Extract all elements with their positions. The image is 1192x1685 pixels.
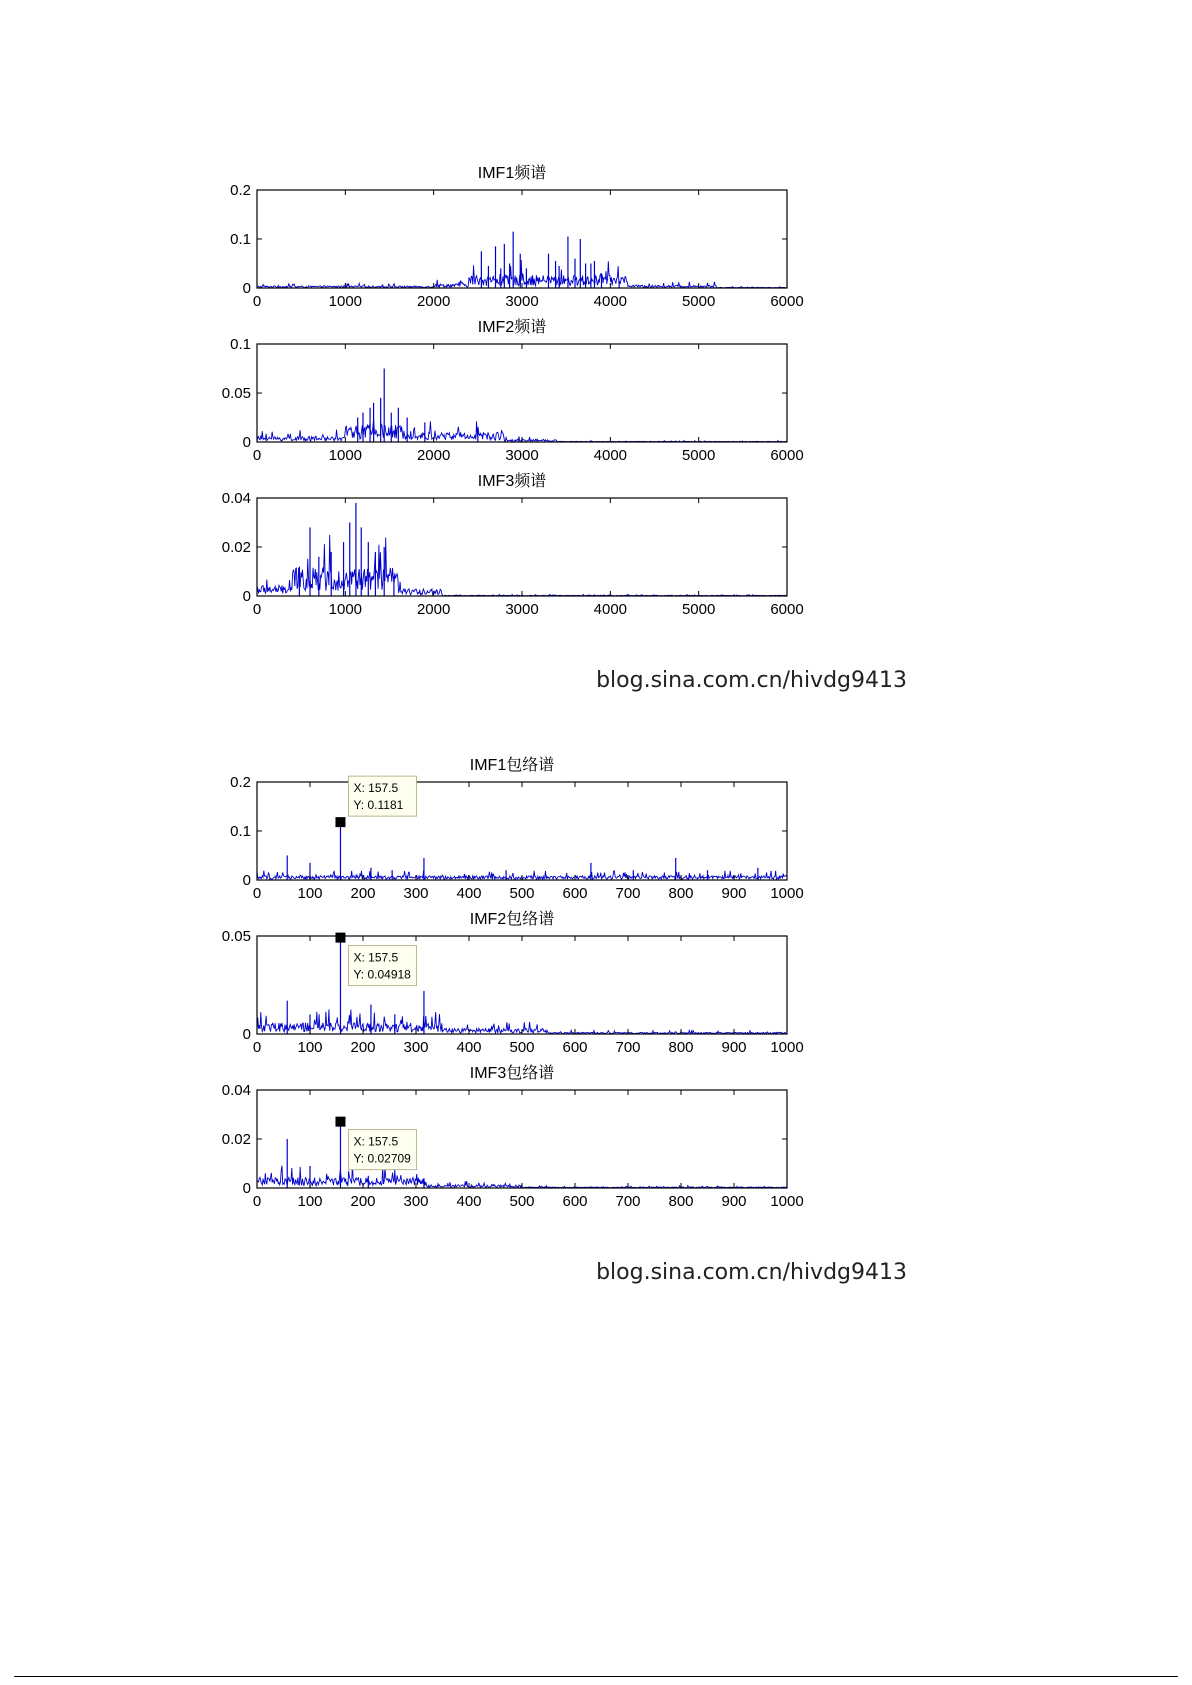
y-tick-label: 0 (242, 434, 251, 451)
x-tick-label: 500 (509, 885, 535, 902)
footer-rule (14, 1676, 1178, 1677)
x-tick-label: 1000 (770, 885, 804, 902)
x-tick-label: 1000 (328, 601, 363, 618)
x-tick-label: 400 (456, 1039, 482, 1056)
x-tick-label: 700 (615, 1039, 641, 1056)
chart-title: IMF1包络谱 (469, 757, 555, 774)
x-tick-label: 400 (456, 1193, 482, 1210)
x-tick-label: 3000 (505, 601, 539, 618)
y-tick-label: 0.05 (221, 385, 251, 402)
axes-box (257, 936, 787, 1034)
x-tick-label: 200 (350, 885, 376, 902)
datatip-y: Y: 0.04918 (353, 967, 411, 982)
y-tick-label: 0.05 (221, 928, 251, 945)
x-tick-label: 0 (252, 447, 262, 464)
datatip-marker (335, 933, 345, 943)
x-tick-label: 900 (721, 885, 747, 902)
x-tick-label: 700 (615, 885, 641, 902)
y-tick-label: 0.04 (221, 490, 251, 507)
imf-spectrum-svg (0, 160, 1192, 700)
imf-envelope-figure (0, 752, 1192, 1292)
y-tick-label: 0.02 (221, 1131, 251, 1148)
chart-title: IMF2频谱 (477, 319, 547, 336)
x-tick-label: 3000 (505, 447, 539, 464)
y-tick-label: 0.04 (221, 1082, 251, 1099)
chart-title: IMF3包络谱 (469, 1065, 555, 1082)
datatip-y: Y: 0.1181 (353, 798, 404, 813)
x-tick-label: 300 (403, 1039, 429, 1056)
axes-box (257, 1090, 787, 1188)
x-tick-label: 800 (668, 885, 694, 902)
subplot-2 (222, 318, 804, 464)
x-tick-label: 500 (509, 1039, 535, 1056)
x-tick-label: 100 (297, 1193, 323, 1210)
datatip-x: X: 157.5 (353, 950, 399, 965)
x-tick-label: 600 (562, 885, 588, 902)
chart-title: IMF3频谱 (477, 473, 547, 490)
y-tick-label: 0.2 (230, 774, 251, 791)
x-tick-label: 5000 (681, 601, 716, 618)
x-tick-label: 800 (668, 1193, 694, 1210)
axes-box (257, 782, 787, 880)
x-tick-label: 1000 (770, 1193, 804, 1210)
imf-spectrum-figure (0, 160, 1192, 700)
x-tick-label: 900 (721, 1193, 747, 1210)
x-tick-label: 600 (562, 1039, 588, 1056)
datatip-x: X: 157.5 (353, 1134, 399, 1149)
datatip-y: Y: 0.02709 (353, 1151, 411, 1166)
x-tick-label: 4000 (593, 293, 628, 310)
y-tick-label: 0 (242, 1180, 251, 1197)
y-tick-label: 0 (242, 1026, 251, 1043)
x-tick-label: 0 (252, 601, 262, 618)
x-tick-label: 1000 (328, 447, 363, 464)
y-tick-label: 0.1 (230, 823, 251, 840)
x-tick-label: 5000 (681, 293, 716, 310)
y-tick-label: 0 (242, 588, 251, 605)
x-tick-label: 0 (252, 293, 262, 310)
x-tick-label: 1000 (328, 293, 363, 310)
x-tick-label: 4000 (593, 447, 628, 464)
x-tick-label: 300 (403, 885, 429, 902)
x-tick-label: 200 (350, 1039, 376, 1056)
x-tick-label: 100 (297, 885, 323, 902)
y-tick-label: 0 (242, 280, 251, 297)
x-tick-label: 100 (297, 1039, 323, 1056)
x-tick-label: 900 (721, 1039, 747, 1056)
subplot-5 (222, 910, 804, 1056)
x-tick-label: 2000 (416, 601, 451, 618)
x-tick-label: 700 (615, 1193, 641, 1210)
x-tick-label: 800 (668, 1039, 694, 1056)
x-tick-label: 0 (252, 1193, 262, 1210)
imf-envelope-svg (0, 752, 1192, 1292)
y-tick-label: 0.2 (230, 182, 251, 199)
x-tick-label: 200 (350, 1193, 376, 1210)
x-tick-label: 6000 (770, 447, 804, 464)
axes-box (257, 498, 787, 596)
y-tick-label: 0.1 (230, 336, 251, 353)
x-tick-label: 0 (252, 1039, 262, 1056)
datatip-marker (335, 817, 345, 827)
series-line (257, 535, 787, 596)
x-tick-label: 3000 (505, 293, 539, 310)
watermark: blog.sina.com.cn/hivdg9413 (596, 668, 907, 693)
x-tick-label: 300 (403, 1193, 429, 1210)
y-tick-label: 0.02 (221, 539, 251, 556)
x-tick-label: 6000 (770, 601, 804, 618)
datatip-marker (335, 1117, 345, 1127)
x-tick-label: 0 (252, 885, 262, 902)
datatip-x: X: 157.5 (353, 781, 399, 796)
x-tick-label: 500 (509, 1193, 535, 1210)
x-tick-label: 400 (456, 885, 482, 902)
x-tick-label: 5000 (681, 447, 716, 464)
y-tick-label: 0.1 (230, 231, 251, 248)
axes-box (257, 344, 787, 442)
subplot-3 (222, 472, 804, 618)
subplot-4 (230, 756, 804, 902)
x-tick-label: 4000 (593, 601, 628, 618)
x-tick-label: 2000 (416, 293, 451, 310)
subplot-6 (222, 1064, 804, 1210)
x-tick-label: 1000 (770, 1039, 804, 1056)
x-tick-label: 2000 (416, 447, 451, 464)
watermark: blog.sina.com.cn/hivdg9413 (596, 1260, 907, 1285)
y-tick-label: 0 (242, 872, 251, 889)
chart-title: IMF2包络谱 (469, 911, 555, 928)
x-tick-label: 6000 (770, 293, 804, 310)
x-tick-label: 600 (562, 1193, 588, 1210)
subplot-1 (230, 164, 804, 310)
chart-title: IMF1频谱 (477, 165, 547, 182)
